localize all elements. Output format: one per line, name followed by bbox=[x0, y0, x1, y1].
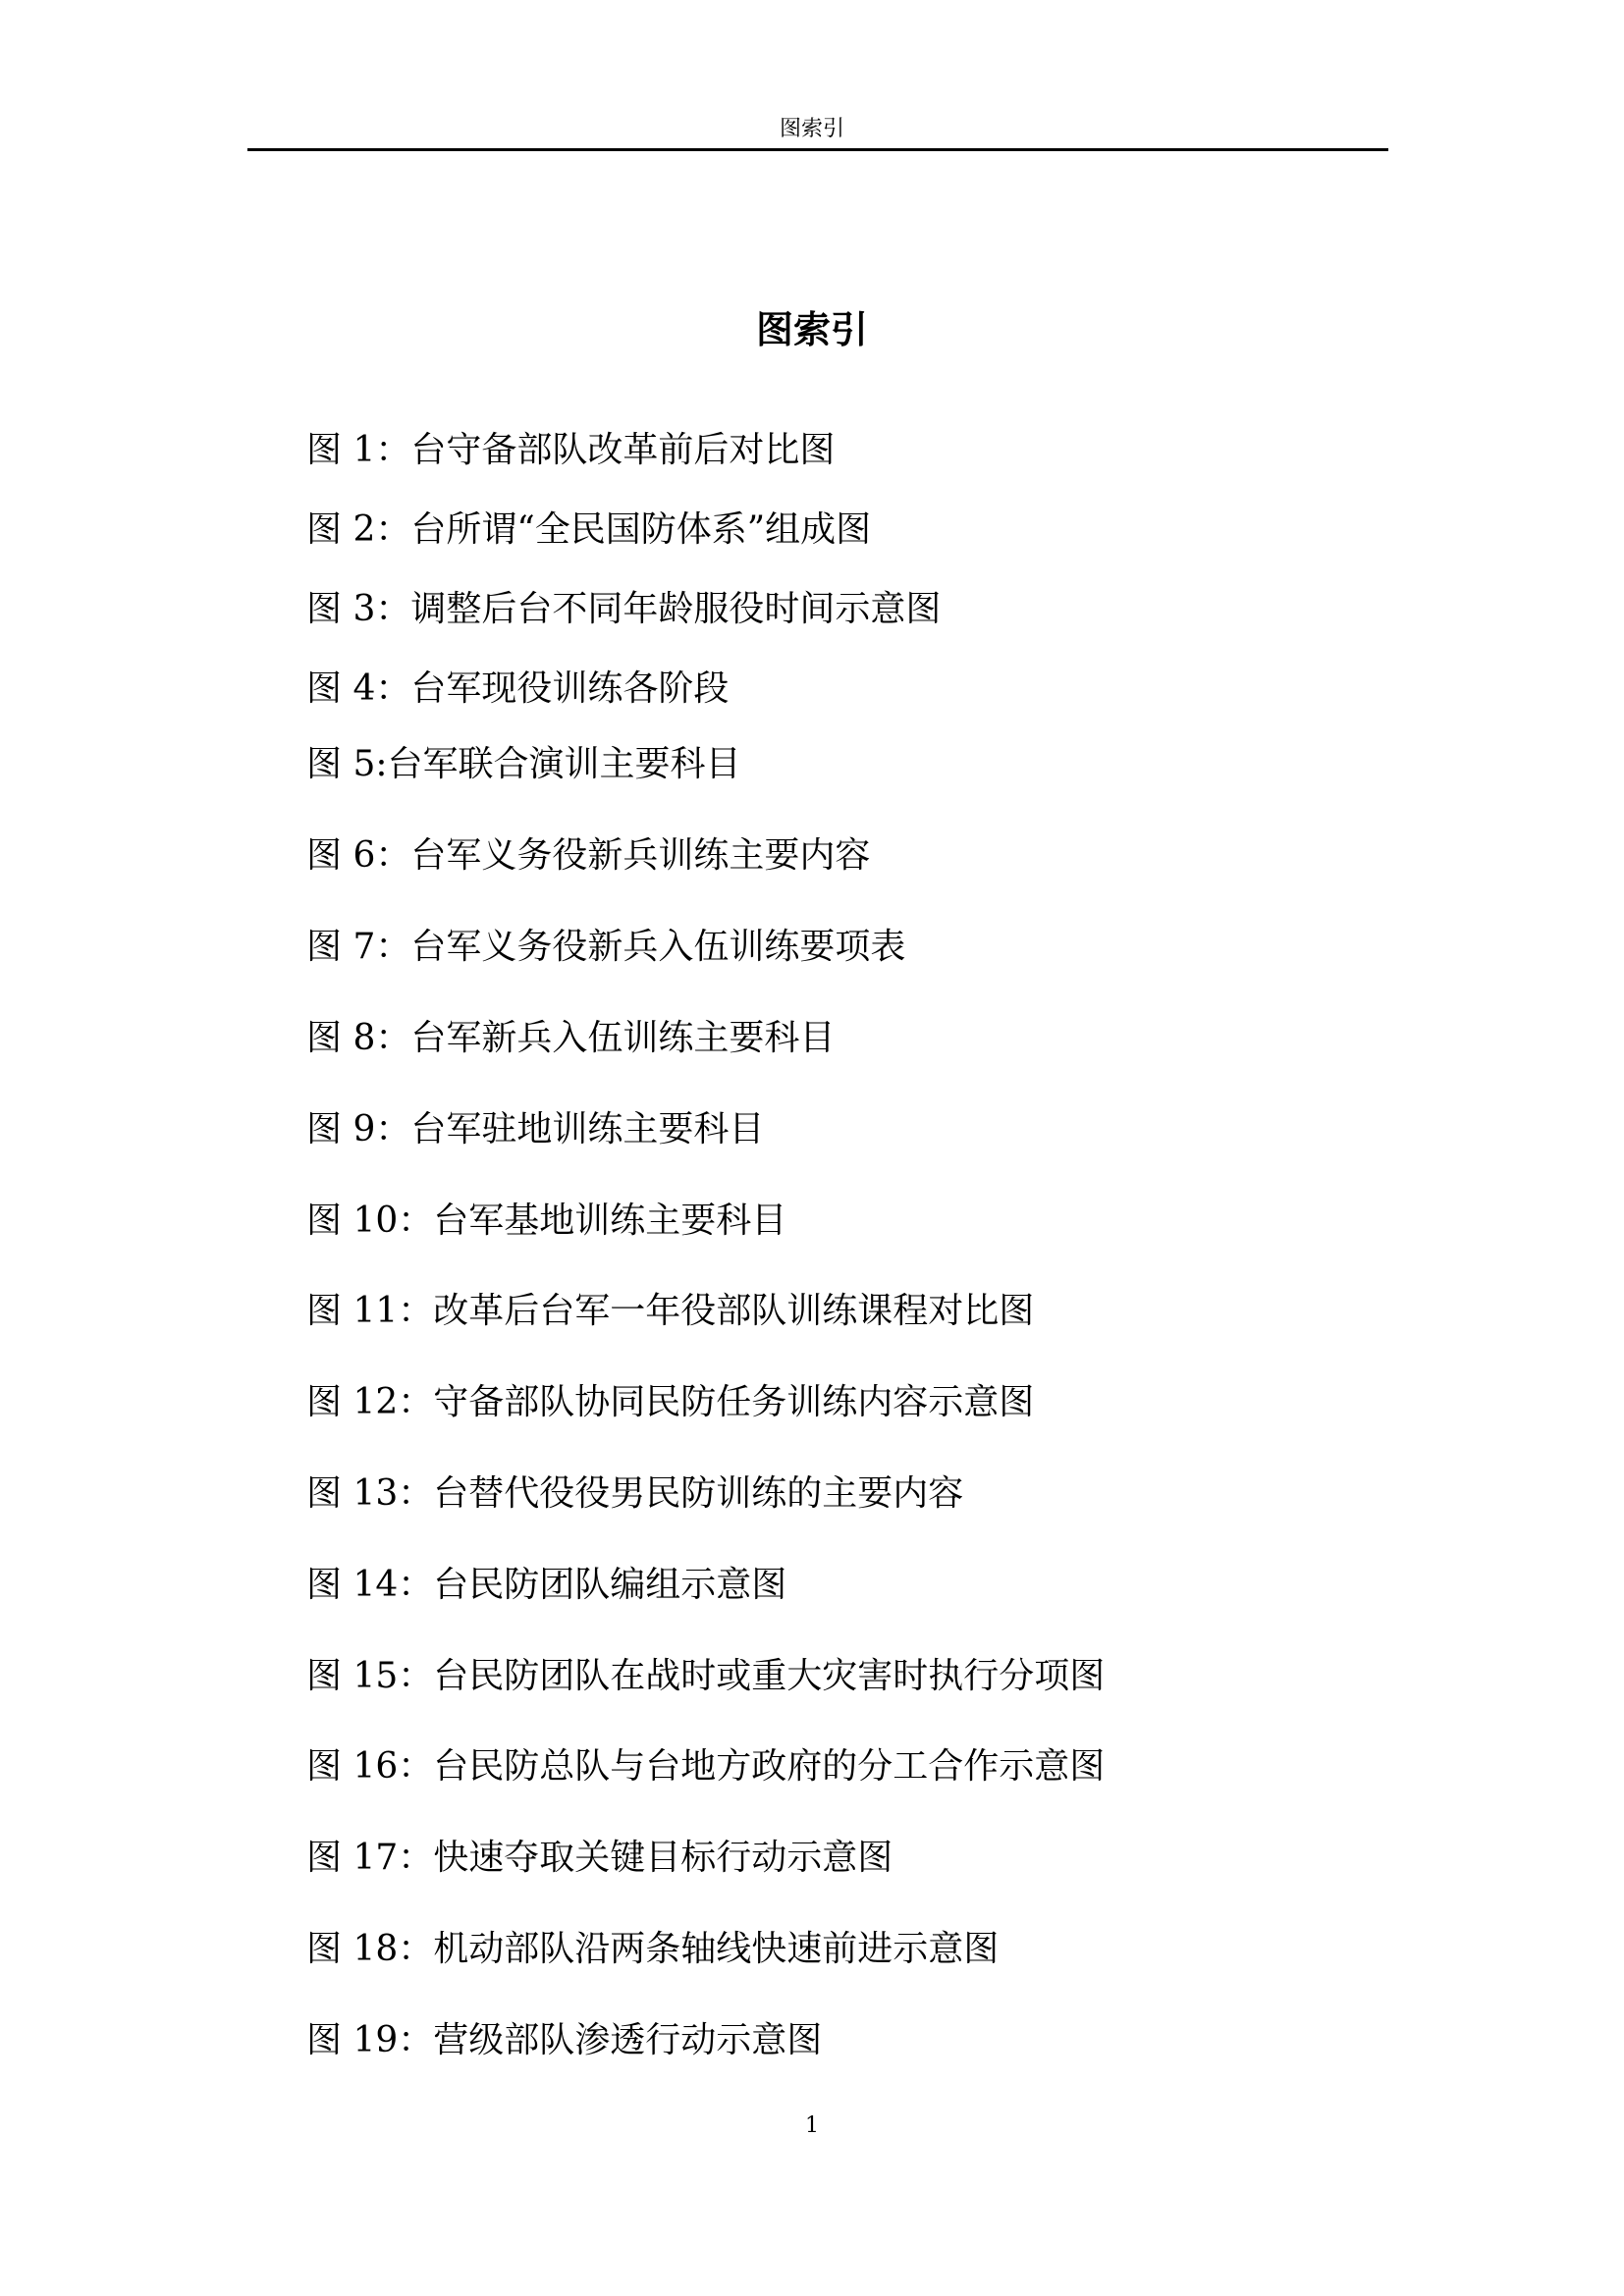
page-title: 图索引 bbox=[755, 308, 868, 351]
figure-index-entry: 图 14：台民防团队编组示意图 bbox=[306, 1565, 787, 1605]
figure-index-entry: 图 9：台军驻地训练主要科目 bbox=[306, 1109, 765, 1149]
figure-index-entry: 图 12：守备部队协同民防任务训练内容示意图 bbox=[306, 1382, 1035, 1422]
header-divider bbox=[247, 148, 1388, 151]
figure-index-entry: 图 18：机动部队沿两条轴线快速前进示意图 bbox=[306, 1929, 1000, 1969]
figure-index-entry: 图 16：台民防总队与台地方政府的分工合作示意图 bbox=[306, 1746, 1106, 1787]
figure-index-entry: 图 1：台守备部队改革前后对比图 bbox=[306, 430, 836, 470]
figure-index-entry: 图 7：台军义务役新兵入伍训练要项表 bbox=[306, 927, 906, 967]
figure-index-entry: 图 10：台军基地训练主要科目 bbox=[306, 1201, 787, 1241]
figure-index-entry: 图 6：台军义务役新兵训练主要内容 bbox=[306, 835, 871, 876]
figure-index-entry: 图 17：快速夺取关键目标行动示意图 bbox=[306, 1838, 893, 1878]
figure-index-entry: 图 8：台军新兵入伍训练主要科目 bbox=[306, 1018, 836, 1058]
figure-index-entry: 图 3：调整后台不同年龄服役时间示意图 bbox=[306, 589, 942, 629]
figure-index-entry: 图 2：台所谓“全民国防体系”组成图 bbox=[306, 509, 872, 550]
running-header: 图索引 bbox=[779, 117, 844, 141]
figure-index-entry: 图 4：台军现役训练各阶段 bbox=[306, 668, 730, 709]
figure-index-entry: 图 11：改革后台军一年役部队训练课程对比图 bbox=[306, 1291, 1035, 1331]
figure-index-entry: 图 13：台替代役役男民防训练的主要内容 bbox=[306, 1473, 964, 1514]
figure-index-entry: 图 19：营级部队渗透行动示意图 bbox=[306, 2020, 823, 2060]
figure-index-entry: 图 15：台民防团队在战时或重大灾害时执行分项图 bbox=[306, 1656, 1106, 1696]
page-number: 1 bbox=[805, 2113, 819, 2138]
figure-index-entry: 图 5:台军联合演训主要科目 bbox=[306, 744, 741, 784]
